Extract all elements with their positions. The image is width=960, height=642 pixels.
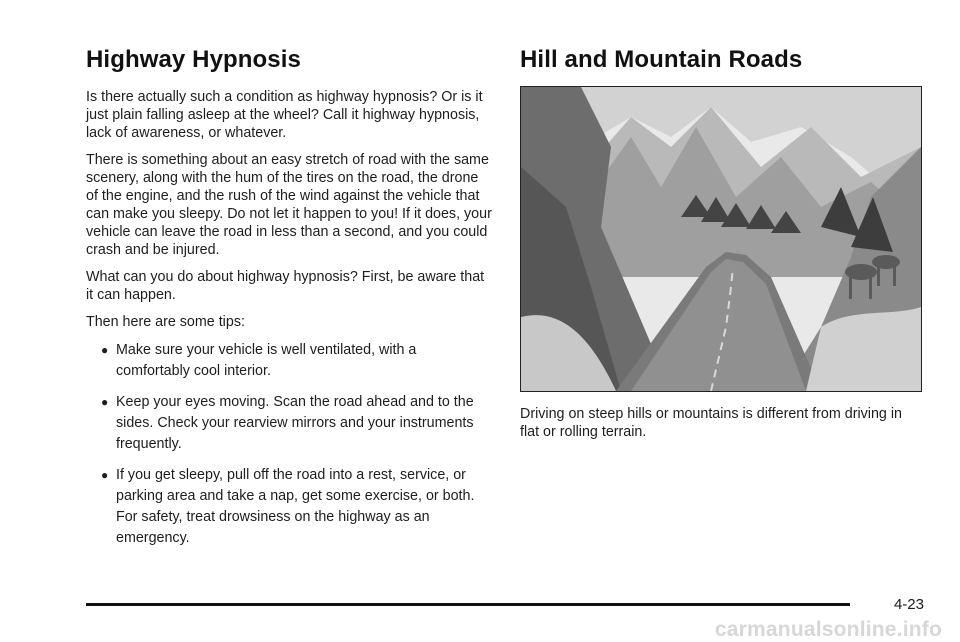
bullet-icon: ● [101,395,109,409]
section-title-hill-mountain-roads: Hill and Mountain Roads [520,46,803,73]
paragraph-2: There is something about an easy stretch of road with the same scenery, along with the hum of the tires on the road, the drone of the engine, and the rush of the wind against the vehicle that can make you sleepy. Do not let it happen to you! If it does, your vehicle can leave the road in less than a second, and you could crash and be injured. [86,152,492,258]
paragraph-1: Is there actually such a condition as highway hypnosis? Or is it just plain falling asleep at the wheel? Call it highway hypnosis, lack of awareness, or whatever. [86,89,483,141]
section-title-highway-hypnosis: Highway Hypnosis [86,46,301,73]
page-number: 4-23 [893,596,924,613]
tip-text: If you get sleepy, pull off the road into a rest, service, or parking area and take a nap, get some exercise, or both. For safety, treat drowsiness on the highway as an emergency. [116,467,475,546]
bullet-icon: ● [101,343,109,357]
paragraph-4: Then here are some tips: [86,314,245,330]
tip-text: Make sure your vehicle is well ventilated, with a comfortably cool interior. [116,342,417,379]
footer-rule [86,603,850,606]
mountain-road-illustration [520,86,922,392]
list-item [86,340,494,382]
list-item [86,465,494,549]
tip-text: Keep your eyes moving. Scan the road ahead and to the sides. Check your rearview mirrors and your instruments frequently. [116,394,474,452]
right-column [520,46,924,450]
tips-list [86,340,494,549]
watermark: carmanualsonline.info [714,618,942,641]
paragraph-3: What can you do about highway hypnosis? First, be aware that it can happen. [86,269,485,303]
list-item [86,392,494,455]
bullet-icon: ● [101,468,109,482]
illustration-caption: Driving on steep hills or mountains is different from driving in flat or rolling terrain. [520,406,902,440]
left-column [86,46,494,559]
